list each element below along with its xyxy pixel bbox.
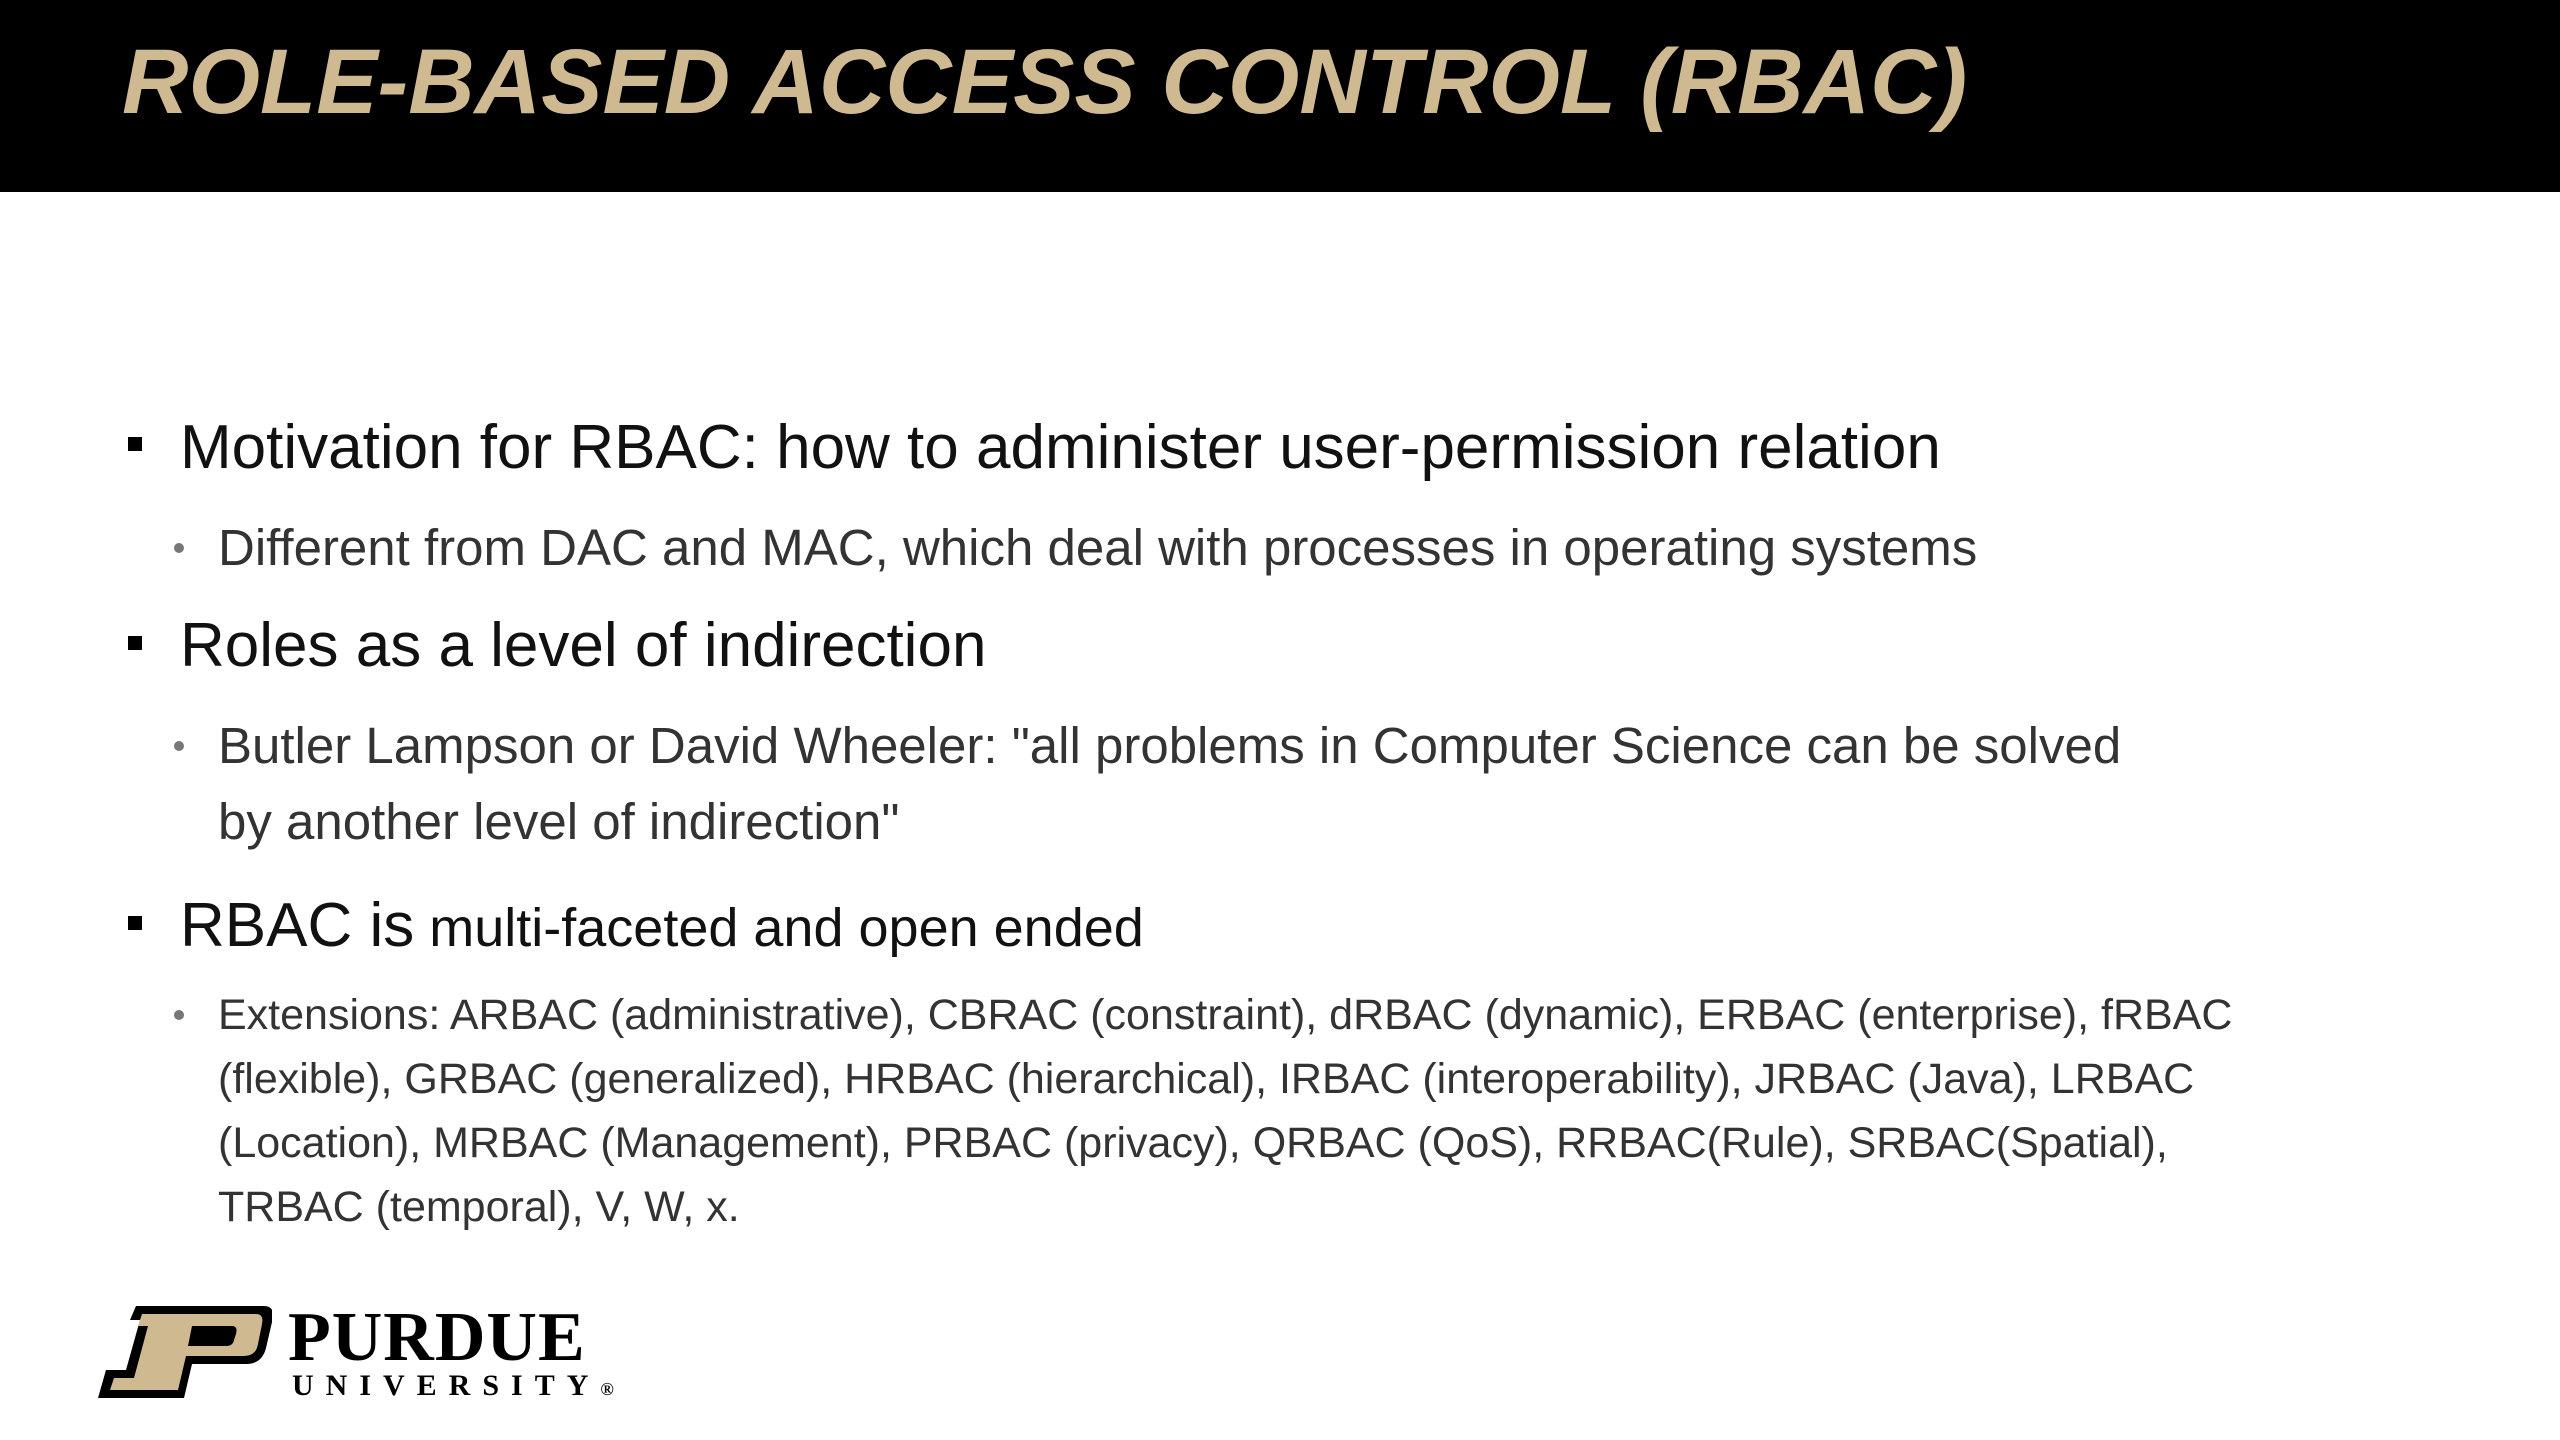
logo-subtitle	[292, 1366, 614, 1409]
dot-bullet-icon	[174, 543, 184, 553]
registered-mark: ®	[600, 1379, 614, 1399]
square-bullet-icon	[128, 916, 142, 930]
bullet-motivation: Motivation for RBAC: how to administer user-permission relation	[180, 413, 1941, 482]
square-bullet-icon	[128, 437, 142, 451]
logo-subtitle-text: UNIVERSITY	[292, 1369, 601, 1402]
sub-bullet-extensions-line-2: (flexible), GRBAC (generalized), HRBAC (hierarchical), IRBAC (interoperability), JRBAC (Java), LRBAC	[218, 1055, 2195, 1103]
sub-bullet-extensions-line-1: Extensions: ARBAC (administrative), CBRAC (constraint), dRBAC (dynamic), ERBAC (enterprise), fRBAC	[218, 991, 2233, 1039]
purdue-p-motion-icon	[96, 1304, 272, 1400]
dot-bullet-icon	[174, 741, 184, 751]
dot-bullet-icon	[174, 1010, 184, 1020]
bullet-rbac-start: RBAC is	[180, 891, 415, 960]
square-bullet-icon	[128, 636, 142, 650]
sub-bullet-extensions-line-4: TRBAC (temporal), V, W, x.	[218, 1183, 740, 1231]
sub-bullet-lampson-line-1: Butler Lampson or David Wheeler: "all problems in Computer Science can be solved	[218, 717, 2122, 774]
logo-wordmark: PURDUE	[288, 1299, 586, 1376]
sub-bullet-dac-mac: Different from DAC and MAC, which deal with processes in operating systems	[218, 519, 1978, 576]
slide-title: ROLE-BASED ACCESS CONTROL (RBAC)	[122, 31, 1968, 133]
sub-bullet-extensions-line-3: (Location), MRBAC (Management), PRBAC (privacy), QRBAC (QoS), RRBAC(Rule), SRBAC(Spatial),	[218, 1119, 2168, 1167]
bullet-rbac-multifaceted	[180, 888, 1144, 966]
sub-bullet-lampson-line-2: by another level of indirection"	[218, 793, 900, 850]
bullet-roles-indirection: Roles as a level of indirection	[180, 611, 987, 680]
purdue-logo	[96, 1300, 616, 1410]
bullet-rbac-rest: multi-faceted and open ended	[414, 898, 1144, 958]
